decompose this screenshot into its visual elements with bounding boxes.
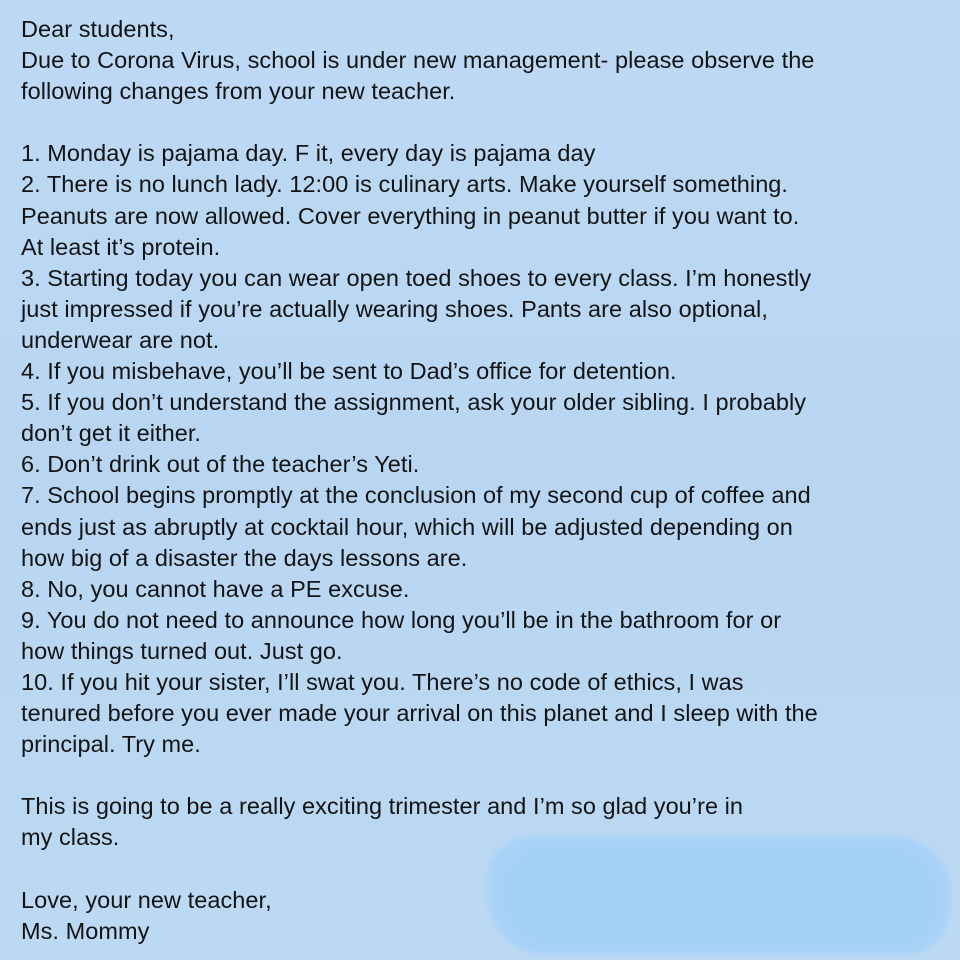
paragraph-gap — [21, 760, 946, 791]
rule-line: tenured before you ever made your arrival on this planet and I sleep with the — [21, 700, 818, 727]
rule-line: 8. No, you cannot have a PE excuse. — [21, 575, 410, 602]
paragraph-gap — [21, 107, 946, 138]
rule-line: underwear are not. — [21, 326, 220, 353]
rule-line: 5. If you don’t understand the assignment, ask your older sibling. I probably — [21, 389, 807, 416]
rule-line: 4. If you misbehave, you’ll be sent to Dad’s office for detention. — [21, 358, 677, 385]
rule-line: Peanuts are now allowed. Cover everything in peanut butter if you want to. — [21, 202, 800, 229]
intro-line: following changes from your new teacher. — [21, 78, 456, 105]
signature: Ms. Mommy — [21, 917, 150, 944]
greeting: Dear students, — [21, 16, 175, 42]
rule-line: principal. Try me. — [21, 731, 201, 758]
closing-line: This is going to be a really exciting trimester and I’m so glad you’re in — [21, 793, 744, 820]
closing-line: my class. — [21, 824, 120, 851]
redaction-smudge-inner — [505, 848, 935, 944]
rule-line: 9. You do not need to announce how long you’ll be in the bathroom for or — [21, 606, 782, 633]
signoff: Love, your new teacher, — [21, 886, 272, 913]
rule-line: 1. Monday is pajama day. F it, every day is pajama day — [21, 140, 596, 167]
rule-line: 6. Don’t drink out of the teacher’s Yeti. — [21, 451, 420, 478]
letter-body — [21, 14, 946, 947]
rule-line: 10. If you hit your sister, I’ll swat you. There’s no code of ethics, I was — [21, 668, 744, 695]
rule-line: 3. Starting today you can wear open toed shoes to every class. I’m honestly — [21, 264, 812, 291]
rule-line: just impressed if you’re actually wearing shoes. Pants are also optional, — [21, 295, 768, 322]
rule-line: how things turned out. Just go. — [21, 637, 343, 664]
rule-line: don’t get it either. — [21, 420, 201, 447]
rule-line: how big of a disaster the days lessons are. — [21, 544, 468, 571]
rule-line: 7. School begins promptly at the conclusion of my second cup of coffee and — [21, 482, 811, 509]
intro-line: Due to Corona Virus, school is under new management- please observe the — [21, 47, 815, 74]
rule-line: At least it’s protein. — [21, 233, 221, 260]
rule-line: 2. There is no lunch lady. 12:00 is culinary arts. Make yourself something. — [21, 171, 789, 198]
rule-line: ends just as abruptly at cocktail hour, which will be adjusted depending on — [21, 513, 793, 540]
